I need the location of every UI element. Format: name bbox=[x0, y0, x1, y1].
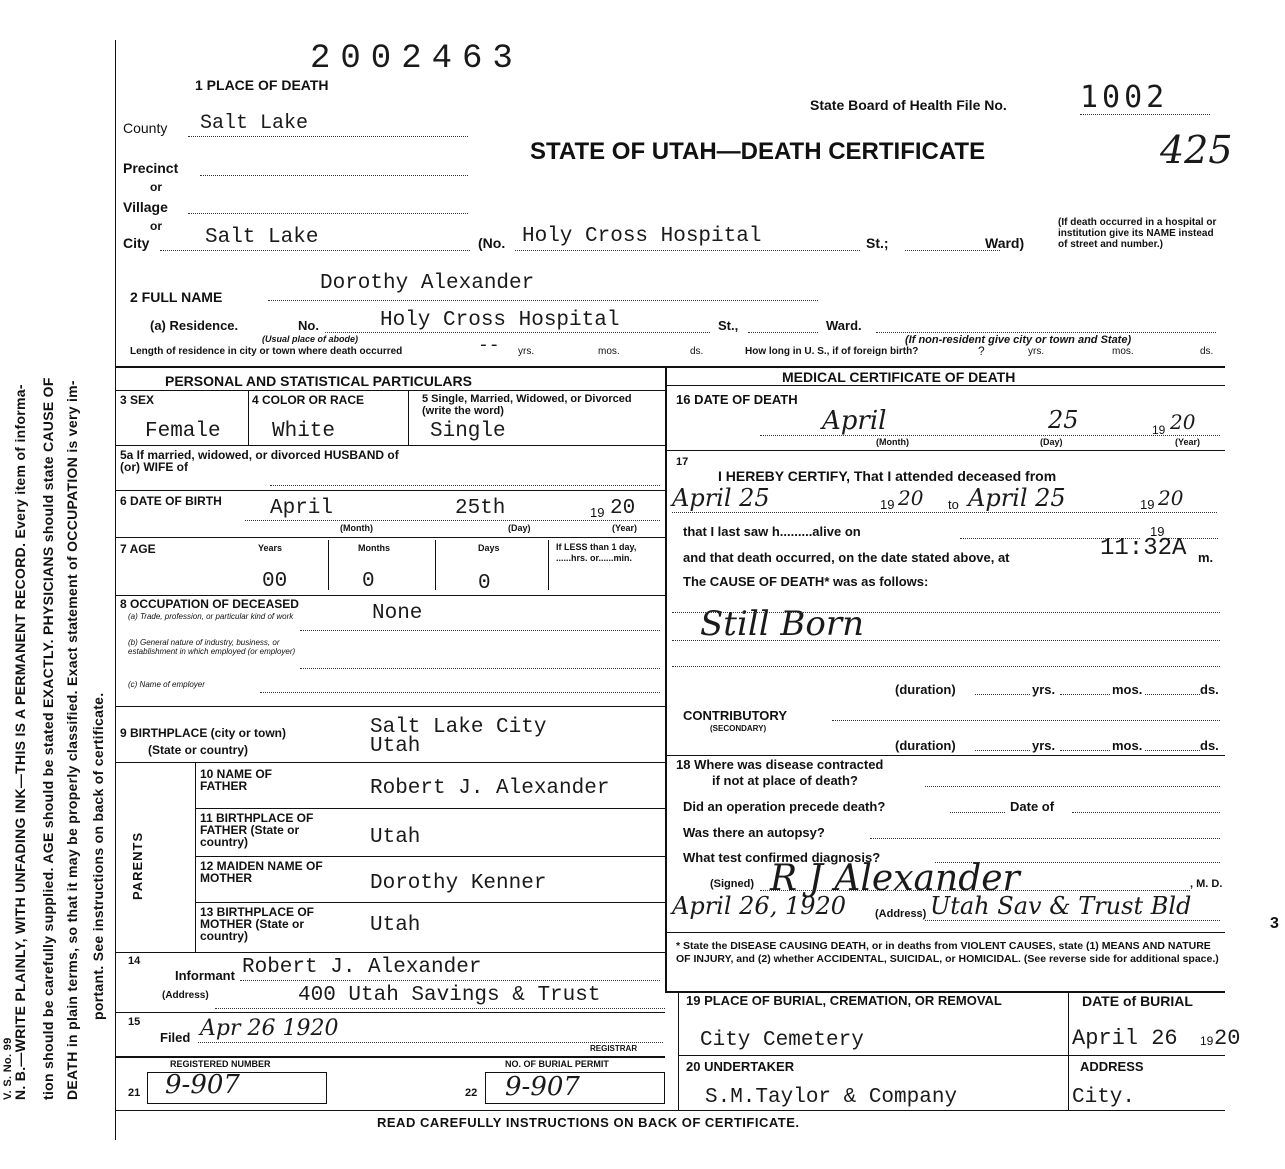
filed-label: Filed bbox=[160, 1030, 191, 1045]
city-value: Salt Lake bbox=[205, 226, 319, 249]
informant-number: 14 bbox=[128, 955, 141, 967]
attended-to-year-prefix: 19 bbox=[1140, 497, 1155, 512]
length-mos: mos. bbox=[598, 346, 620, 357]
sex-label: 3 SEX bbox=[120, 393, 155, 407]
street-label: St.; bbox=[866, 235, 889, 251]
item-17: 17 bbox=[676, 456, 689, 468]
informant-address: 400 Utah Savings & Trust bbox=[298, 984, 601, 1007]
residence-value: Holy Cross Hospital bbox=[380, 309, 620, 332]
undertaker-value: S.M.Taylor & Company bbox=[705, 1086, 958, 1109]
birthplace-label: 9 BIRTHPLACE (city or town) bbox=[120, 726, 287, 740]
date-of-death-day: 25 bbox=[1048, 406, 1079, 434]
date-of-death-label: 16 DATE OF DEATH bbox=[676, 392, 798, 407]
mother-birthplace-label: 13 BIRTHPLACE OF MOTHER (State or country) bbox=[200, 905, 315, 943]
length-of-residence-label: Length of residence in city or town where death occurred bbox=[130, 346, 403, 357]
age-months-label: Months bbox=[358, 543, 390, 553]
occupation-c-caption: (c) Name of employer bbox=[128, 680, 205, 689]
father-name-label: 10 NAME OF FATHER bbox=[200, 767, 273, 793]
sex-value: Female bbox=[145, 420, 221, 443]
dob-year-caption: (Year) bbox=[612, 523, 638, 533]
residence-label: (a) Residence. bbox=[150, 318, 239, 333]
filed-number: 15 bbox=[128, 1016, 141, 1028]
dob-month-caption: (Month) bbox=[340, 523, 373, 533]
how-long-value: ? bbox=[978, 344, 985, 358]
age-days-value: 0 bbox=[478, 572, 491, 595]
physician-address-label: (Address) bbox=[875, 908, 927, 920]
registered-number: 9-907 bbox=[165, 1070, 240, 1100]
occupation-value: None bbox=[372, 602, 423, 625]
signed-label: (Signed) bbox=[710, 878, 754, 890]
burial-permit-number: 9-907 bbox=[505, 1072, 580, 1102]
marital-label: 5 Single, Married, Widowed, or Divorced (write the word) bbox=[422, 393, 632, 417]
age-years-label: Years bbox=[258, 543, 283, 553]
date-of-death-month: April bbox=[822, 406, 887, 436]
how-long-ds: ds. bbox=[1200, 346, 1214, 357]
informant-address-label: (Address) bbox=[162, 990, 209, 1001]
contributory-label: CONTRIBUTORY bbox=[683, 708, 787, 723]
time-of-death: 11:32A bbox=[1100, 535, 1187, 562]
attended-to-label: to bbox=[948, 497, 959, 512]
md-label: , M. D. bbox=[1190, 878, 1223, 890]
cause-of-death-value: Still Born bbox=[700, 604, 864, 644]
duration-label-2: (duration) bbox=[895, 738, 956, 753]
date-of-birth-label: 6 DATE OF BIRTH bbox=[120, 494, 222, 508]
marital-value: Single bbox=[430, 420, 506, 443]
duration-ds-1: ds. bbox=[1200, 682, 1219, 697]
mother-birthplace: Utah bbox=[370, 914, 421, 937]
county-label: County bbox=[123, 120, 168, 136]
registered-number-prefix: 21 bbox=[128, 1087, 141, 1099]
birthplace-city: Salt Lake City bbox=[370, 716, 547, 739]
duration-label-1: (duration) bbox=[895, 682, 956, 697]
duration-ds-2: ds. bbox=[1200, 738, 1219, 753]
signed-date: April 26, 1920 bbox=[672, 892, 847, 920]
or-2: or bbox=[150, 219, 162, 233]
side-text-line-1: N. B.—WRITE PLAINLY, WITH UNFADING INK—THIS IS A PERMANENT RECORD. Every item of informa- bbox=[12, 384, 28, 1100]
father-birthplace-label: 11 BIRTHPLACE OF FATHER (State or country) bbox=[200, 811, 314, 849]
main-top-rule bbox=[115, 366, 1225, 368]
date-of-death-year-prefix: 19 bbox=[1152, 423, 1166, 437]
date-of-death-year: 20 bbox=[1170, 410, 1196, 434]
occupation-label: 8 OCCUPATION OF DECEASED bbox=[120, 597, 299, 611]
registrar-label: REGISTRAR bbox=[590, 1044, 638, 1053]
side-text-line-4: portant. See instructions on back of certificate. bbox=[90, 692, 106, 1020]
residence-street: St., bbox=[718, 318, 739, 333]
physician-signature: R J Alexander bbox=[770, 858, 1020, 899]
autopsy-label: Was there an autopsy? bbox=[683, 825, 825, 840]
village-label: Village bbox=[123, 199, 168, 215]
informant-label: Informant bbox=[175, 968, 235, 983]
file-no-value: 1002 bbox=[1080, 80, 1169, 115]
usual-place-caption: (Usual place of abode) bbox=[262, 334, 359, 344]
center-divider bbox=[665, 366, 667, 991]
father-birthplace: Utah bbox=[370, 826, 421, 849]
undertaker-address: City. bbox=[1072, 1086, 1136, 1109]
file-no-label: State Board of Health File No. bbox=[810, 97, 1007, 113]
mother-maiden-name: Dorothy Kenner bbox=[370, 872, 547, 895]
mother-maiden-name-label: 12 MAIDEN NAME OF MOTHER bbox=[200, 859, 323, 885]
last-saw-year-prefix: 19 bbox=[1150, 524, 1165, 539]
age-label: 7 AGE bbox=[120, 542, 156, 556]
less-than-day-label: If LESS than 1 day, ......hrs. or......min. bbox=[556, 542, 637, 563]
form-number: V. S. No. 99 bbox=[2, 1037, 14, 1100]
county-value: Salt Lake bbox=[200, 112, 309, 135]
death-occurred-text: and that death occurred, on the date stated above, at bbox=[683, 550, 1010, 565]
death-day-caption: (Day) bbox=[1040, 437, 1063, 447]
age-years-value: 00 bbox=[262, 570, 288, 593]
precinct-label: Precinct bbox=[123, 160, 179, 176]
burial-year: 20 bbox=[1214, 1026, 1241, 1051]
death-month-caption: (Month) bbox=[876, 437, 909, 447]
how-long-mos: mos. bbox=[1112, 346, 1134, 357]
filed-value: Apr 26 1920 bbox=[200, 1016, 339, 1041]
duration-yrs-1: yrs. bbox=[1032, 682, 1056, 697]
no-label: (No. bbox=[478, 235, 506, 251]
dob-day: 25th bbox=[455, 497, 506, 520]
cause-footnote: * State the DISEASE CAUSING DEATH, or in deaths from VIOLENT CAUSES, state (1) MEANS AND NATURE OF INJURY, and (2) whether ACCIDENTAL, SUICIDAL, or HOMICIDAL. (See reverse side for additional space.) bbox=[676, 940, 1219, 965]
occupation-a-caption: (a) Trade, profession, or particular kind of work bbox=[128, 612, 294, 621]
residence-ward: Ward. bbox=[826, 318, 862, 333]
personal-section-title: PERSONAL AND STATISTICAL PARTICULARS bbox=[165, 373, 472, 389]
spouse-label: 5a If married, widowed, or divorced HUSBAND of (or) WIFE of bbox=[120, 448, 399, 474]
no-value: Holy Cross Hospital bbox=[522, 225, 762, 248]
attended-from-year-prefix: 19 bbox=[880, 497, 895, 512]
attended-from-date: April 25 bbox=[672, 484, 770, 512]
item-18-sub-label: if not at place of death? bbox=[712, 773, 858, 788]
attended-from-year: 20 bbox=[898, 486, 924, 510]
time-suffix: m. bbox=[1198, 550, 1214, 565]
cause-of-death-label: The CAUSE OF DEATH* was as follows: bbox=[683, 574, 929, 589]
undertaker-address-label: ADDRESS bbox=[1080, 1059, 1144, 1074]
dob-month: April bbox=[270, 497, 334, 520]
footer-instructions: READ CAREFULLY INSTRUCTIONS ON BACK OF CERTIFICATE. bbox=[377, 1115, 800, 1130]
side-text-line-2: tion should be carefully supplied. AGE should be stated EXACTLY. PHYSICIANS should state CAUSE OF bbox=[40, 377, 56, 1100]
father-name: Robert J. Alexander bbox=[370, 777, 610, 800]
hospital-note: (If death occurred in a hospital or institution give its NAME instead of street and number.) bbox=[1058, 217, 1217, 250]
parents-label: PARENTS bbox=[130, 831, 145, 900]
certificate-title: STATE OF UTAH—DEATH CERTIFICATE bbox=[530, 138, 986, 165]
last-saw-text: that I last saw h.........alive on bbox=[683, 524, 861, 539]
ward-label: Ward) bbox=[985, 235, 1025, 251]
death-year-caption: (Year) bbox=[1175, 437, 1201, 447]
how-long-yrs: yrs. bbox=[1028, 346, 1045, 357]
date-of-burial-value: April 26 bbox=[1072, 1026, 1178, 1051]
or-1: or bbox=[150, 180, 162, 194]
place-of-burial-value: City Cemetery bbox=[700, 1029, 864, 1052]
test-label: What test confirmed diagnosis? bbox=[683, 850, 881, 865]
physician-address: Utah Sav & Trust Bld bbox=[930, 892, 1192, 920]
city-label: City bbox=[123, 235, 150, 251]
full-name-label: 2 FULL NAME bbox=[130, 289, 223, 305]
full-name-value: Dorothy Alexander bbox=[320, 272, 535, 295]
place-of-death-label: 1 PLACE OF DEATH bbox=[195, 77, 329, 93]
nonresident-note: (If non-resident give city or town and State) bbox=[905, 334, 1132, 346]
undertaker-label: 20 UNDERTAKER bbox=[686, 1059, 795, 1074]
handwritten-number: 425 bbox=[1160, 128, 1233, 172]
age-months-value: 0 bbox=[362, 570, 375, 593]
left-border bbox=[115, 40, 116, 1140]
right-edge-mark: 3 bbox=[1270, 915, 1279, 932]
birthplace-state-label: (State or country) bbox=[148, 743, 249, 757]
dob-year-prefix: 19 bbox=[590, 505, 605, 520]
duration-mos-1: mos. bbox=[1112, 682, 1143, 697]
informant-name: Robert J. Alexander bbox=[242, 956, 482, 979]
color-label: 4 COLOR OR RACE bbox=[252, 393, 365, 407]
duration-yrs-2: yrs. bbox=[1032, 738, 1056, 753]
side-text-line-3: DEATH in plain terms, so that it may be properly classified. Exact statement of OCCUPATION is very im- bbox=[64, 380, 80, 1100]
dob-year: 20 bbox=[610, 497, 636, 520]
attended-to-date: April 25 bbox=[968, 484, 1066, 512]
dob-day-caption: (Day) bbox=[508, 523, 531, 533]
length-value: -- bbox=[478, 336, 500, 356]
attended-to-year: 20 bbox=[1158, 486, 1184, 510]
burial-permit-label: NO. OF BURIAL PERMIT bbox=[505, 1059, 609, 1069]
operation-label: Did an operation precede death? bbox=[683, 799, 886, 814]
color-value: White bbox=[272, 420, 336, 443]
serial-number: 2002463 bbox=[310, 40, 523, 78]
how-long-label: How long in U. S., if of foreign birth? bbox=[745, 346, 919, 357]
date-of-burial-label: DATE of BURIAL bbox=[1082, 993, 1193, 1009]
item-18-label: 18 Where was disease contracted bbox=[676, 757, 884, 772]
length-yrs: yrs. bbox=[518, 346, 535, 357]
age-days-label: Days bbox=[478, 543, 500, 553]
secondary-label: (SECONDARY) bbox=[710, 724, 767, 733]
certify-text: I HEREBY CERTIFY, That I attended deceased from bbox=[718, 468, 1057, 484]
burial-permit-prefix: 22 bbox=[465, 1087, 478, 1099]
birthplace-state: Utah bbox=[370, 735, 421, 758]
medical-section-title: MEDICAL CERTIFICATE OF DEATH bbox=[782, 369, 1016, 385]
place-of-burial-label: 19 PLACE OF BURIAL, CREMATION, OR REMOVAL bbox=[686, 993, 1002, 1008]
duration-mos-2: mos. bbox=[1112, 738, 1143, 753]
length-ds: ds. bbox=[690, 346, 704, 357]
residence-no-label: No. bbox=[298, 318, 319, 333]
registered-number-label: REGISTERED NUMBER bbox=[170, 1059, 271, 1069]
burial-year-prefix: 19 bbox=[1200, 1034, 1214, 1048]
operation-date-label: Date of bbox=[1010, 799, 1055, 814]
occupation-b-caption: (b) General nature of industry, business, or establishment in which employed (or employer) bbox=[128, 638, 296, 656]
